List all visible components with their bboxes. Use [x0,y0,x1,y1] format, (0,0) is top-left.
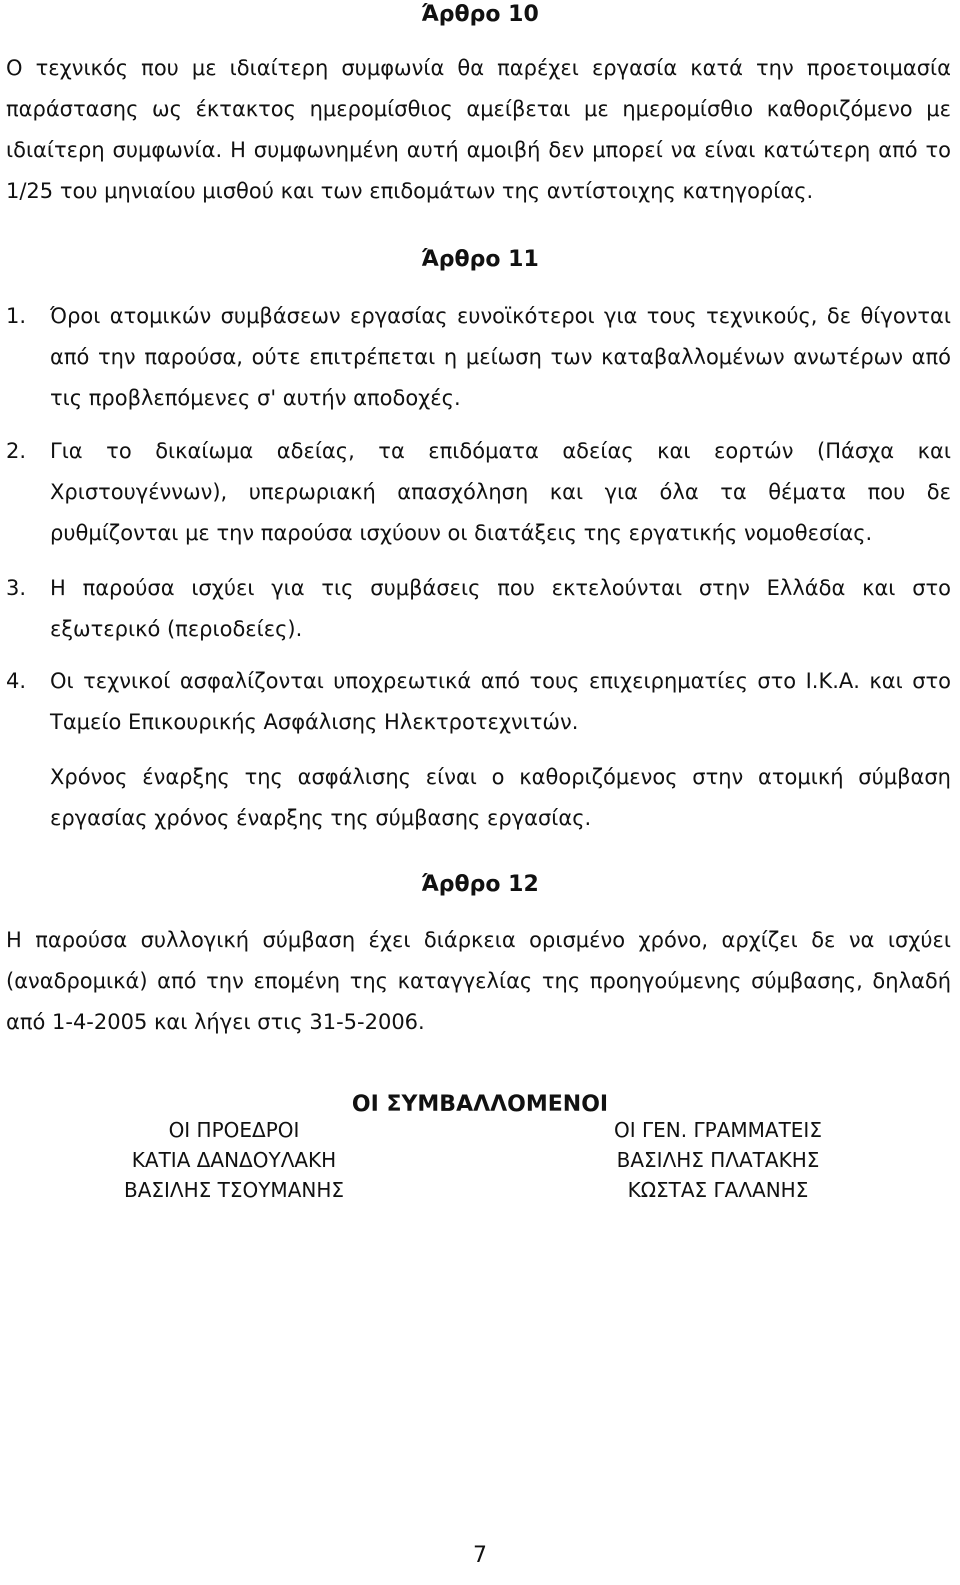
item-text: Η παρούσα ισχύει για τις συμβάσεις που εκτελούνται στην Ελλάδα και στο εξωτερικό (περιοδείες). [50,576,951,641]
article-11-extra-text: Χρόνος έναρξης της ασφάλισης είναι ο καθοριζόμενος στην ατομική σύμβαση εργασίας χρόνος έναρξης της σύμβασης εργασίας. [50,765,951,830]
item-number: 3. [6,576,27,600]
signatory-left-name-1: ΚΑΤΙΑ ΔΑΝΔΟΥΛΑΚΗ [131,1148,337,1172]
article-11-item-4 [6,661,951,743]
item-text: Όροι ατομικών συμβάσεων εργασίας ευνοϊκότεροι για τους τεχνικούς, δε θίγονται από την παρούσα, ούτε επιτρέπεται η μείωση των καταβαλλομένων ανωτέρων από τις προβλεπόμενες σ' αυτήν αποδοχές. [50,304,951,410]
item-text: Για το δικαίωμα αδείας, τα επιδόματα αδείας και εορτών (Πάσχα και Χριστουγέννων), υπερωριακή απασχόληση και για όλα τα θέματα που δε ρυθμίζονται με την παρούσα ισχύουν οι διατάξεις της εργατικής νομοθεσίας. [50,439,951,545]
signatories-right-column [558,1115,878,1205]
signatory-right-name-2: ΚΩΣΤΑΣ ΓΑΛΑΝΗΣ [627,1178,809,1202]
signatory-right-role: ΟΙ ΓΕΝ. ΓΡΑΜΜΑΤΕΙΣ [614,1118,822,1142]
article-12-text: Η παρούσα συλλογική σύμβαση έχει διάρκεια ορισμένο χρόνο, αρχίζει δε να ισχύει (αναδρομικά) από την επομένη της καταγγελίας της προηγούμενης σύμβασης, δηλαδή από 1-4-2005 και λήγει στις 31-5-2006. [6,928,951,1034]
article-12-heading: Άρθρο 12 [421,872,539,897]
article-10-heading: Άρθρο 10 [421,2,539,27]
signatories-left-column [74,1115,394,1205]
signatory-left-name-2: ΒΑΣΙΛΗΣ ΤΣΟΥΜΑΝΗΣ [123,1178,345,1202]
item-number: 4. [6,669,27,693]
signatories-title: ΟΙ ΣΥΜΒΑΛΛΟΜΕΝΟΙ [351,1092,609,1117]
item-text: Οι τεχνικοί ασφαλίζονται υποχρεωτικά από τους επιχειρηματίες στο Ι.Κ.Α. και στο Ταμείο Επικουρικής Ασφάλισης Ηλεκτροτεχνιτών. [50,669,951,734]
article-11-item-3 [6,568,951,650]
signatory-left-role: ΟΙ ΠΡΟΕΔΡΟΙ [168,1118,300,1142]
article-11-heading: Άρθρο 11 [421,247,539,272]
signatory-right-name-1: ΒΑΣΙΛΗΣ ΠΛΑΤΑΚΗΣ [616,1148,820,1172]
item-number: 1. [6,304,27,328]
article-10-text: Ο τεχνικός που με ιδιαίτερη συμφωνία θα παρέχει εργασία κατά την προετοιμασία παράστασης ως έκτακτος ημερομίσθιος αμείβεται με ημερομίσθιο καθοριζόμενο με ιδιαίτερη συμφωνία. Η συμφωνημένη αυτή αμοιβή δεν μπορεί να είναι κατώτερη από το 1/25 του μηνιαίου μισθού και των επιδομάτων της αντίστοιχης κατηγορίας. [6,56,951,203]
item-number: 2. [6,439,27,463]
article-11-item-2 [6,431,951,554]
article-11-item-1 [6,296,951,419]
page-number: 7 [473,1543,487,1568]
